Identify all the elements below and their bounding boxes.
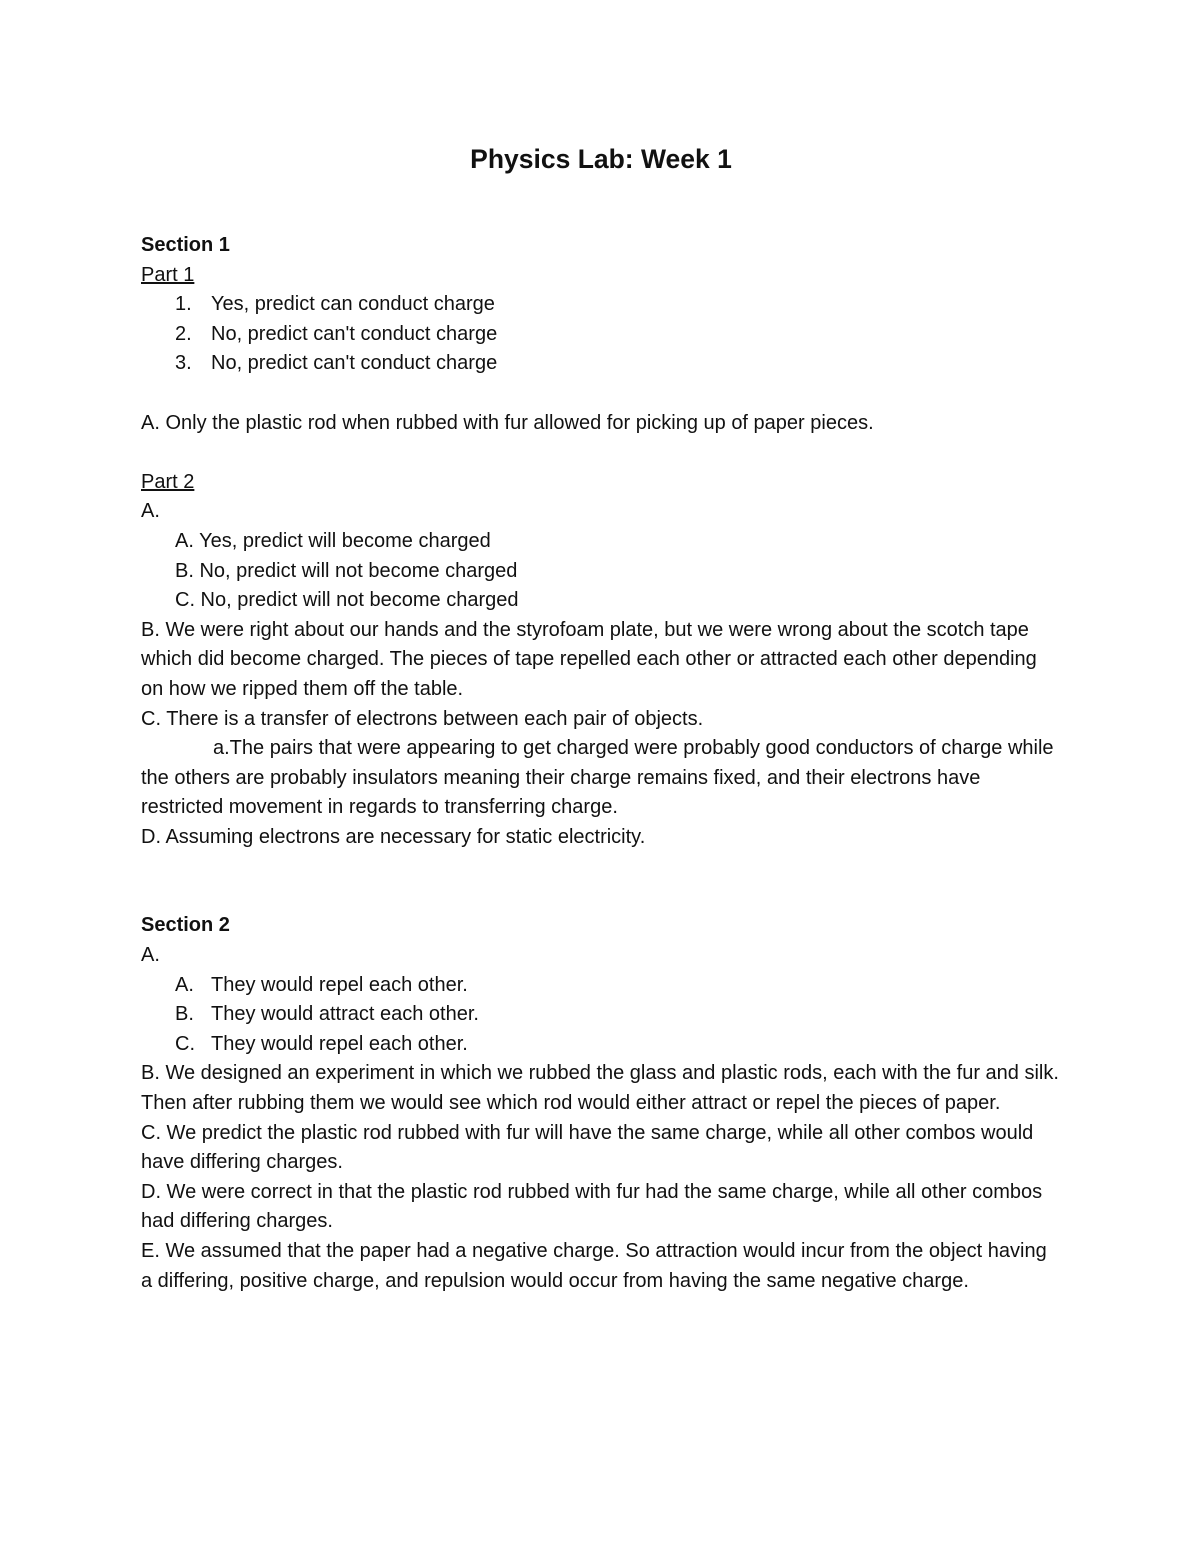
section-2-answer-e: E. We assumed that the paper had a negative charge. So attraction would incur from the object having a differing, positive charge, and repulsion would occur from having the same negative charge. bbox=[141, 1240, 1047, 1292]
list-marker: 1. bbox=[175, 293, 192, 316]
section-2-answer-c: C. We predict the plastic rod rubbed with fur will have the same charge, while all other combos would have differing charges. bbox=[141, 1121, 1034, 1174]
part-2-list bbox=[141, 527, 1061, 616]
list-item bbox=[141, 349, 1061, 379]
list-marker: 2. bbox=[175, 322, 192, 345]
spacer bbox=[141, 852, 1061, 911]
part-1-list bbox=[141, 290, 1061, 379]
list-item-text: They would attract each other. bbox=[211, 1003, 479, 1026]
document-page bbox=[141, 142, 1061, 1296]
list-marker: B. bbox=[175, 1003, 194, 1026]
list-marker: A. bbox=[175, 973, 194, 996]
list-item-text: No, predict can't conduct charge bbox=[211, 352, 498, 375]
list-item-text: They would repel each other. bbox=[211, 973, 468, 996]
section-2-answer-b: B. We designed an experiment in which we rubbed the glass and plastic rods, each with the fur and silk. Then after rubbing them we would see which rod would either attract or repel the pieces of paper. bbox=[141, 1062, 1059, 1115]
list-marker: 3. bbox=[175, 352, 192, 375]
part-2-heading: Part 2 bbox=[141, 470, 195, 493]
list-item bbox=[141, 1000, 1061, 1030]
part-2-answer-b: B. We were right about our hands and the styrofoam plate, but we were wrong about the scotch tape which did become charged. The pieces of tape repelled each other or attracted each other depending on how we ripped them off the table. bbox=[141, 618, 1037, 700]
part-2-answer-c: C. There is a transfer of electrons between each pair of objects. bbox=[141, 707, 704, 730]
part-1-heading: Part 1 bbox=[141, 263, 195, 286]
list-item-text: Yes, predict can conduct charge bbox=[211, 293, 495, 316]
list-item bbox=[141, 320, 1061, 350]
list-item bbox=[141, 1030, 1061, 1060]
part-1-answer-a: A. Only the plastic rod when rubbed with fur allowed for picking up of paper pieces. bbox=[141, 411, 874, 434]
part-2-a-label: A. bbox=[141, 500, 160, 523]
list-item: C. No, predict will not become charged bbox=[175, 589, 519, 612]
list-marker: C. bbox=[175, 1032, 195, 1055]
section-2-answer-d: D. We were correct in that the plastic rod rubbed with fur had the same charge, while all other combos had differing charges. bbox=[141, 1180, 1043, 1233]
section-2-heading: Section 2 bbox=[141, 914, 230, 937]
part-2-answer-d: D. Assuming electrons are necessary for static electricity. bbox=[141, 825, 646, 848]
page-title: Physics Lab: Week 1 bbox=[470, 144, 732, 174]
section-1-heading: Section 1 bbox=[141, 234, 230, 256]
section-2-list bbox=[141, 971, 1061, 1060]
list-item-text: They would repel each other. bbox=[211, 1032, 468, 1055]
list-item bbox=[141, 290, 1061, 320]
list-item: A. Yes, predict will become charged bbox=[175, 529, 491, 552]
list-item: B. No, predict will not become charged bbox=[175, 559, 518, 582]
spacer bbox=[141, 379, 1061, 409]
list-item bbox=[141, 971, 1061, 1001]
section-2-a-label: A. bbox=[141, 944, 160, 967]
part-2-answer-c-sub: a.The pairs that were appearing to get charged were probably good conductors of charge while the others are probably insulators meaning their charge remains fixed, and their electrons have restricted movement in regards to transferring charge. bbox=[141, 737, 1054, 819]
spacer bbox=[141, 438, 1061, 468]
list-item-text: No, predict can't conduct charge bbox=[211, 322, 498, 345]
